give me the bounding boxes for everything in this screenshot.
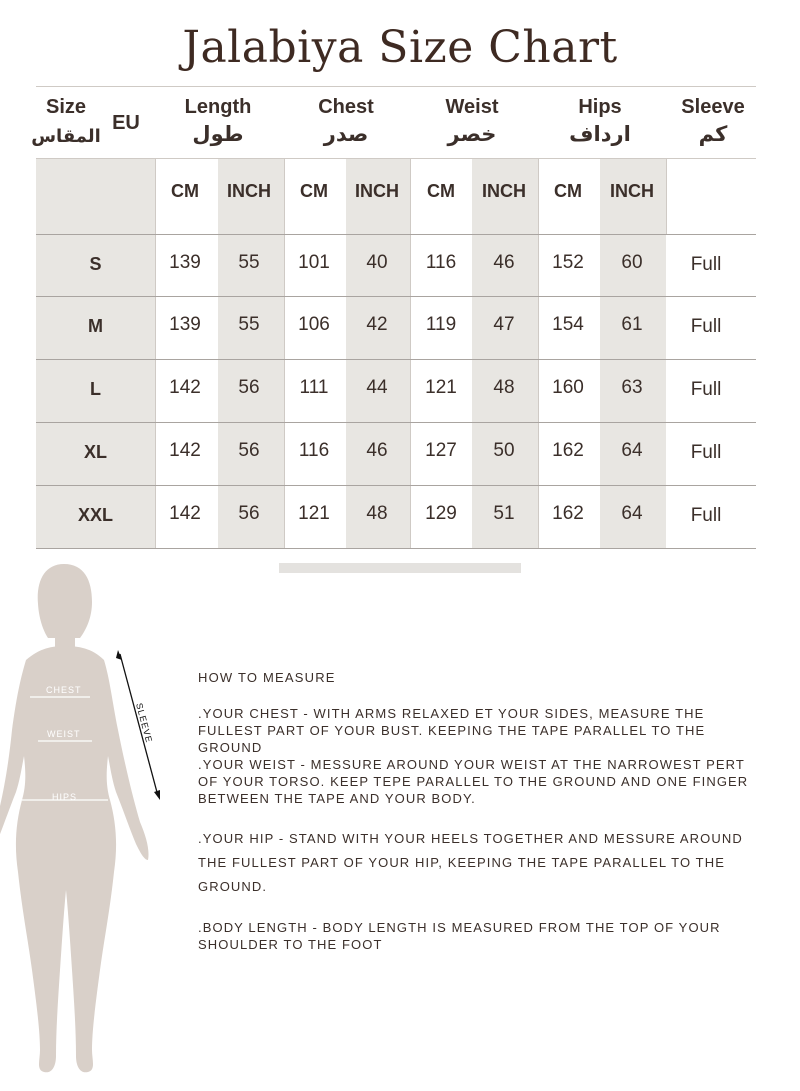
measurement-cell: 162 [552, 503, 584, 524]
measurement-cell: 64 [621, 440, 643, 461]
measurement-cell: 47 [493, 314, 515, 335]
measurement-cell: 154 [552, 314, 584, 335]
measurement-cell: 152 [552, 252, 584, 273]
measurement-cell: 56 [238, 503, 260, 524]
measurement-cell: 46 [493, 252, 515, 273]
header-sleeve-ar: كم [698, 122, 728, 146]
measurement-cell: 127 [425, 440, 457, 461]
unit-label: CM [171, 181, 199, 201]
measurement-cell: 50 [493, 440, 515, 461]
chest-instruction: .YOUR CHEST - WITH ARMS RELAXED ET YOUR SIDES, MEASURE THE FULLEST PART OF YOUR BUST. KEEPING THE TAPE PARALLEL TO THE GROUND [198, 706, 706, 755]
measurement-cell: 111 [299, 377, 329, 398]
sleeve-cell: Full [690, 254, 722, 275]
measurement-cell: 56 [238, 440, 260, 461]
measurement-cell: 139 [169, 252, 201, 273]
col-sep [284, 159, 285, 548]
header-eu: EU [112, 112, 140, 134]
measurement-cell: 48 [366, 503, 388, 524]
header-chest: Chest [318, 96, 374, 118]
weist-inch-shade [472, 159, 538, 548]
measurement-cell: 142 [169, 377, 201, 398]
measurement-cell: 162 [552, 440, 584, 461]
measurement-cell: 40 [366, 252, 388, 273]
size-cell: XL [83, 442, 107, 462]
measurement-cell: 56 [238, 377, 260, 398]
unit-label: INCH [610, 181, 654, 201]
sleeve-arrow-top [116, 650, 122, 660]
hips-label: HIPS [52, 792, 78, 802]
sleeve-cell: Full [690, 379, 722, 400]
unit-label: CM [427, 181, 455, 201]
horizontal-scrollbar[interactable] [279, 563, 521, 573]
unit-label: CM [300, 181, 328, 201]
unit-label: INCH [482, 181, 526, 201]
measurement-cell: 44 [366, 377, 388, 398]
size-cell: XXL [77, 505, 113, 525]
measurement-cell: 142 [169, 503, 201, 524]
col-sep [666, 159, 667, 234]
sleeve-arrow-bottom [154, 790, 160, 800]
weist-label: WEIST [47, 729, 81, 739]
measurement-cell: 106 [298, 314, 330, 335]
weist-instruction: .YOUR WEIST - MESSURE AROUND YOUR WEIST AT THE NARROWEST PERT OF YOUR TORSO. KEEP TEPE PARALLEL TO THE GROUND AND ONE FINGER BETWEEN THE TAPE AND YOUR BODY. [198, 757, 749, 806]
size-cell: S [89, 254, 102, 274]
header-weist: Weist [445, 96, 499, 118]
page-title: Jalabiya Size Chart [182, 22, 618, 73]
measurement-cell: 55 [238, 252, 260, 273]
header-hips: Hips [578, 96, 622, 118]
measurement-cell: 55 [238, 314, 260, 335]
row-divider [36, 422, 756, 423]
header-chest-ar: صدر [323, 122, 369, 146]
measurement-cell: 121 [425, 377, 457, 398]
measurement-cell: 42 [366, 314, 388, 335]
chest-label: CHEST [46, 685, 82, 695]
measurement-cell: 160 [552, 377, 584, 398]
measurement-cell: 101 [298, 252, 330, 273]
measurement-cell: 61 [621, 314, 643, 335]
unit-label: INCH [355, 181, 399, 201]
body-silhouette [0, 564, 149, 1072]
col-sep [410, 159, 411, 548]
measurement-cell: 139 [169, 314, 201, 335]
sleeve-cell: Full [690, 316, 722, 337]
header-length: Length [184, 96, 252, 118]
measurement-cell: 119 [425, 314, 457, 335]
header-size-ar: المقاس [31, 126, 101, 147]
col-sep [155, 159, 156, 548]
measurement-cell: 64 [621, 503, 643, 524]
measurement-cell: 63 [621, 377, 643, 398]
hips-inch-shade [600, 159, 666, 548]
measurement-cell: 116 [425, 252, 457, 273]
header-hips-ar: ارداف [569, 122, 631, 146]
unit-label: INCH [227, 181, 271, 201]
body-silhouette-figure [0, 560, 170, 1080]
header-weist-ar: خصر [447, 122, 497, 146]
sleeve-cell: Full [690, 442, 722, 463]
how-to-measure-heading: HOW TO MEASURE [198, 670, 336, 685]
length-inch-shade [218, 159, 284, 548]
body-length-instruction: .BODY LENGTH - BODY LENGTH IS MEASURED FROM THE TOP OF YOUR SHOULDER TO THE FOOT [198, 920, 721, 952]
col-sep [538, 159, 539, 548]
size-cell: M [88, 316, 103, 336]
sleeve-label: SLEEVE [134, 701, 155, 745]
header-length-ar: طول [192, 122, 244, 146]
measurement-cell: 142 [169, 440, 201, 461]
row-divider [36, 485, 756, 486]
measurement-cell: 48 [493, 377, 515, 398]
measurement-cell: 51 [493, 503, 515, 524]
header-size: Size [45, 96, 87, 118]
chest-inch-shade [346, 159, 410, 548]
row-divider [36, 296, 756, 297]
table-bottom-border [36, 548, 756, 549]
row-divider [36, 234, 756, 235]
header-sleeve: Sleeve [681, 96, 745, 118]
measurement-cell: 46 [366, 440, 388, 461]
measurement-cell: 129 [425, 503, 457, 524]
measurement-cell: 116 [298, 440, 330, 461]
measurement-cell: 60 [621, 252, 643, 273]
size-cell: L [90, 379, 101, 399]
size-column-shade [36, 159, 155, 548]
measurement-cell: 121 [298, 503, 330, 524]
title-divider [36, 86, 756, 87]
hip-instruction: .YOUR HIP - STAND WITH YOUR HEELS TOGETHER AND MESSURE AROUND THE FULLEST PART OF YOUR HIP, KEEPING THE TAPE PARALLEL TO THE GROUND. [198, 831, 743, 894]
row-divider [36, 359, 756, 360]
sleeve-cell: Full [690, 505, 722, 526]
unit-label: CM [554, 181, 582, 201]
